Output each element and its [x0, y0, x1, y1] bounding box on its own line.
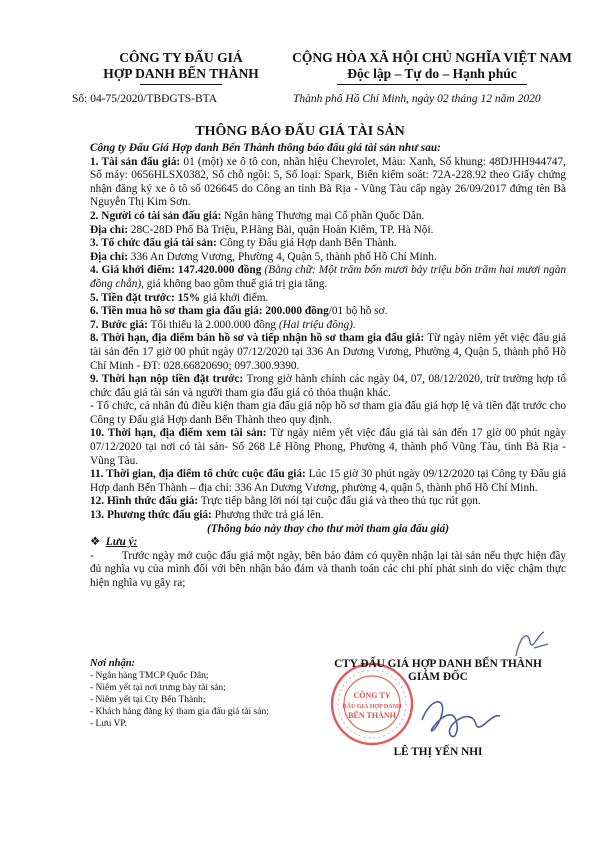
note-heading [90, 536, 566, 550]
item-6 [90, 305, 566, 319]
item-text: Lúc 15 giờ 30 phút ngày 09/12/2020 tại Công ty Đấu giá Hợp danh Bến Thành – địa chỉ: 336 An Dương Vương, phường 4, quận 5, thành phố Hồ Chí Minh. [90, 468, 566, 494]
item-3 [90, 237, 566, 251]
item-7 [90, 319, 566, 333]
signature-block [300, 658, 576, 684]
item-label: 1. Tài sản đấu giá: [90, 155, 181, 168]
signer-company: CTY ĐẤU GIÁ HỢP DANH BẾN THÀNH [334, 658, 542, 670]
recipient-item: - Ngân hàng TMCP Quốc Dân; [90, 671, 209, 681]
recipients-label: Nơi nhận: [90, 658, 136, 669]
note-label: Lưu ý: [105, 536, 138, 549]
intro-line: Công ty Đấu Giá Hợp danh Bến Thành thông báo đấu giá tài sản như sau: [90, 142, 441, 154]
org-name-line2: HỢP DANH BẾN THÀNH [103, 66, 259, 81]
item-text: Từ ngày niêm yết việc đấu giá tài sản đến 17 giờ 00 phút ngày 07/12/2020 tại nơi có tài sản- Số 268 Lê Hồng Phong, Phường 4, thành phố Vũng Tàu, tỉnh Bà Rịa - Vũng Tàu. [90, 427, 566, 467]
item-text: giá khởi điểm. [200, 291, 269, 304]
item-text: Từ ngày niêm yết việc đấu giá tài sản đến 17 giờ 00 phút ngày 07/12/2020 tại 336 An Dương Vương, Phường 4, Quận 5, thành phố Hồ Chí Minh - ĐT: 028.66820690; 097.300.9390. [90, 332, 566, 372]
item-text: /01 bộ hồ sơ. [328, 305, 388, 318]
diamond-bullet-icon: ❖ [90, 536, 101, 549]
motto-underline [337, 84, 527, 85]
document-title: THÔNG BÁO ĐẤU GIÁ TÀI SẢN [195, 124, 405, 139]
item-2 [90, 210, 566, 224]
item-label: 4. Giá khởi điểm: 147.420.000 đồng [90, 264, 262, 277]
item-text: Trong giờ hành chính các ngày 04, 07, 08/12/2020, trừ trường hợp tổ chức đấu giá tài sản và người tham gia đấu giá có thỏa thuận khác. [90, 373, 566, 399]
item-label: 13. Phương thức đấu giá: [90, 509, 212, 522]
item-label: 12. Hình thức đấu giá: [90, 495, 199, 508]
recipient-item: - Khách hàng đăng ký tham gia đấu giá tài sản; [90, 707, 269, 717]
item-label: 9. Thời hạn nộp tiền đặt trước: [90, 373, 244, 386]
item-label: 8. Thời hạn, địa điểm bán hồ sơ và tiếp nhận hồ sơ tham gia đấu giá: [90, 332, 425, 345]
item-text: Ngân hàng Thương mại Cổ phần Quốc Dân. [221, 209, 425, 222]
nation-title: CỘNG HÒA XÃ HỘI CHỦ NGHĨA VIỆT NAM [292, 50, 572, 65]
item-13 [90, 509, 566, 523]
item-label: 2. Người có tài sản đấu giá: [90, 209, 222, 222]
recipient-item: - Niêm yết tại Cty Bến Thành; [90, 695, 206, 705]
item-text: Phương thức trả giá lên. [211, 509, 324, 522]
signer-name: LÊ THỊ YẾN NHI [393, 746, 483, 758]
item-10 [90, 427, 566, 468]
org-name-line1: CÔNG TY ĐẤU GIÁ [119, 50, 243, 65]
item-1 [90, 156, 566, 210]
item-text: 01 (một) xe ô tô con, nhãn hiệu Chevrolet, Màu: Xanh, Số khung: 48DJHH944747, Số máy: 0656HLSX0382, Số chỗ ngồi: 5, Số loại: Spark, Biển kiểm soát: 72A-228.92 theo Giấy chứng nhận đăng ký xe ô tô số 026645 do Công an tỉnh Bà Rịa - Vũng Tàu cấp ngày 26/09/2017 đứng tên Bà Nguyễn Thị Kim Sơn. [90, 155, 566, 209]
item-text: Trực tiếp bằng lời nói tại cuộc đấu giá và theo thủ tục rút gọn. [198, 495, 481, 508]
date-line: Thành phố Hồ Chí Minh, ngày 02 tháng 12 năm 2020 [293, 93, 541, 105]
recipient-item: - Lưu VP. [90, 719, 127, 729]
handwritten-signature [416, 690, 506, 746]
organization-header [88, 50, 274, 85]
note-text: Trước ngày mở cuộc đấu giá một ngày, bên bảo đảm có quyền nhận lại tài sản nếu thực hiện đầy đủ nghĩa vụ của mình đối với bên nhận bảo đảm và thanh toán các chi phí phát sinh do việc chậm thực hiện nghĩa vụ gây ra; [90, 549, 566, 589]
stamp-text: CÔNG TY [353, 691, 391, 700]
item-9-note: - Tổ chức, cá nhân đủ điều kiện tham gia đấu giá nộp hồ sơ tham gia đấu giá hợp lệ và tiền đặt trước cho Công ty Đấu giá Hợp danh Bến Thành theo quy định. [90, 400, 566, 426]
signer-position: GIÁM ĐỐC [408, 671, 468, 683]
item-label: 10. Thời hạn, địa điểm xem tài sản: [90, 427, 267, 440]
item-italic: (Hai triệu đồng). [278, 318, 356, 331]
note-item [90, 550, 566, 591]
item-12 [90, 495, 566, 509]
item-label: 7. Bước giá: [90, 318, 148, 331]
nation-motto: Độc lập – Tự do – Hạnh phúc [347, 66, 517, 81]
item-text: Công ty Đấu giá Hợp danh Bến Thành. [216, 237, 397, 250]
item-text: Tối thiểu là 2.000.000 đồng [147, 318, 279, 331]
notice-note: (Thông báo này thay cho thư mời tham gia đấu giá) [207, 522, 449, 535]
recipient-item: - Niêm yết tại nơi trưng bày tài sản; [90, 683, 226, 693]
document-body [90, 142, 566, 591]
item-text: 336 An Dương Vương, Phường 4, Quận 5, thành phố Hồ Chí Minh. [127, 250, 437, 263]
stamp-text: BẾN THÀNH [348, 711, 396, 720]
item-text: 28C-28D Phố Bà Triệu, P.Hàng Bài, quận Hoàn Kiếm, TP. Hà Nội. [127, 223, 434, 236]
item-3-address [90, 251, 566, 265]
item-italic: (Bằng chữ: Một trăm bốn mươi bảy triệu bốn trăm hai mươi ngàn đồng chẵn) [90, 264, 566, 290]
item-label: 3. Tổ chức đấu giá tài sản: [90, 237, 217, 250]
item-11 [90, 468, 566, 495]
national-header [286, 50, 578, 85]
item-5 [90, 292, 566, 306]
item-9 [90, 373, 566, 400]
item-label: Địa chỉ: [90, 250, 128, 263]
item-4 [90, 264, 566, 291]
document-number: Số: 04-75/2020/TBĐGTS-BTA [72, 93, 218, 105]
org-underline [140, 84, 222, 85]
item-label: 5. Tiền đặt trước: 15% [90, 291, 201, 304]
item-label: 11. Thời gian, địa điểm tổ chức cuộc đấu giá: [90, 468, 306, 481]
item-label: 6. Tiền mua hồ sơ tham gia đấu giá: 200.000 đồng [90, 305, 329, 318]
recipients-block [90, 658, 320, 730]
item-label: Địa chỉ: [90, 223, 128, 236]
note-dash: - [90, 549, 94, 562]
item-8 [90, 332, 566, 373]
item-text: , giá không bao gồm thuế giá trị gia tăng. [141, 277, 328, 290]
stamp-text: ĐẤU GIÁ HỢP DANH [342, 704, 402, 710]
item-2-address [90, 224, 566, 238]
